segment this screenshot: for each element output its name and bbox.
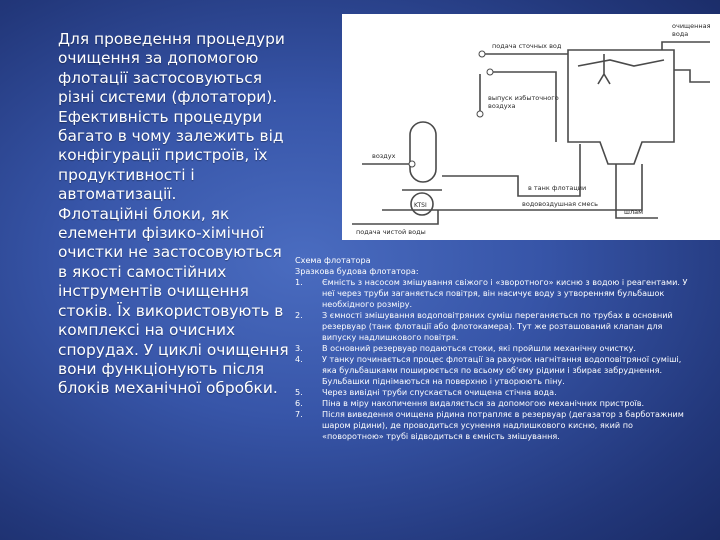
main-paragraph-2: Флотаційні блоки, як елементи фізико-хімічної очистки не застосовуються в якості самостійних інструментів очищення стоків. Їх використовують в комплексі на очисних спорудах. У циклі очищення вони функціонують після блоків механічної обробки. [58,204,289,398]
caption-list-item: 6. Піна в міру накопичення видаляється за допомогою механічних пристроїв. [295,398,645,408]
caption-subtitle: Зразкова будова флотатора: [295,266,419,276]
flotator-diagram [342,14,720,240]
caption [295,255,695,442]
clean-water-supply-pipe [352,210,438,224]
caption-list-item: 2. З ємності змішування водоповітряних суміш переганяється по трубах в основний резервуар (танк флотації або флотокамера). Тут же розташований клапан для випуску надлишкового повітря. [295,310,673,342]
label-air: воздух [372,152,396,160]
caption-list-item: 5. Через вивідні труби спускається очищена стічна вода. [295,387,557,397]
main-text [58,30,294,399]
label-water-air-mixture: водовоздушная смесь [522,200,598,208]
caption-list-item: 1. Ємність з насосом змішування свіжого і «зворотного» кисню з водою і реагентами. У неї через труби заганяється повітря, він насичує воду з утворенням бульбашок необхідного розміру. [295,277,688,309]
label-wastewater-feed: подача сточных вод [492,42,562,50]
caption-list [295,277,695,442]
label-sludge: шлам [624,208,643,216]
label-clean-water: очищенная вода [672,22,711,38]
label-clean-water-supply: подача чистой воды [356,228,426,236]
caption-list-item: 4. У танку починається процес флотації за рахунок нагнітання водоповітряної суміші, яка бульбашками поширюється по всьому об'єму рідини і збирає забруднення. Бульбашки піднімаються на поверхню і утворюють піну. [295,354,682,386]
caption-title: Схема флотатора [295,255,371,265]
flotation-tank [568,50,674,164]
flotator-diagram-svg [342,14,720,240]
main-paragraph-1: Для проведення процедури очищення за допомогою флотації застосовуються різні системи (флотатори). Ефективність процедури багато в чому залежить від конфігурації пристроїв, їх продуктивності і автоматизації. [58,30,285,204]
caption-list-item: 3. В основний резервуар подаються стоки, які пройшли механічну очистку. [295,343,636,353]
clean-water-outlet [662,42,710,50]
saturator-vessel [410,122,436,182]
label-excess-air: выпуск избыточного воздуха [488,94,559,110]
label-pump: KTSI [414,202,427,209]
skimmer [578,60,664,66]
label-to-tank: в танк флотации [528,184,587,192]
caption-list-item: 7. Після виведення очищена рідина потрапляє в резервуар (дегазатор з барботажним шаром рідини), де проводиться усунення надлишкового кисню, який по «поворотною» трубі відводиться в ємність змішування. [295,409,684,441]
